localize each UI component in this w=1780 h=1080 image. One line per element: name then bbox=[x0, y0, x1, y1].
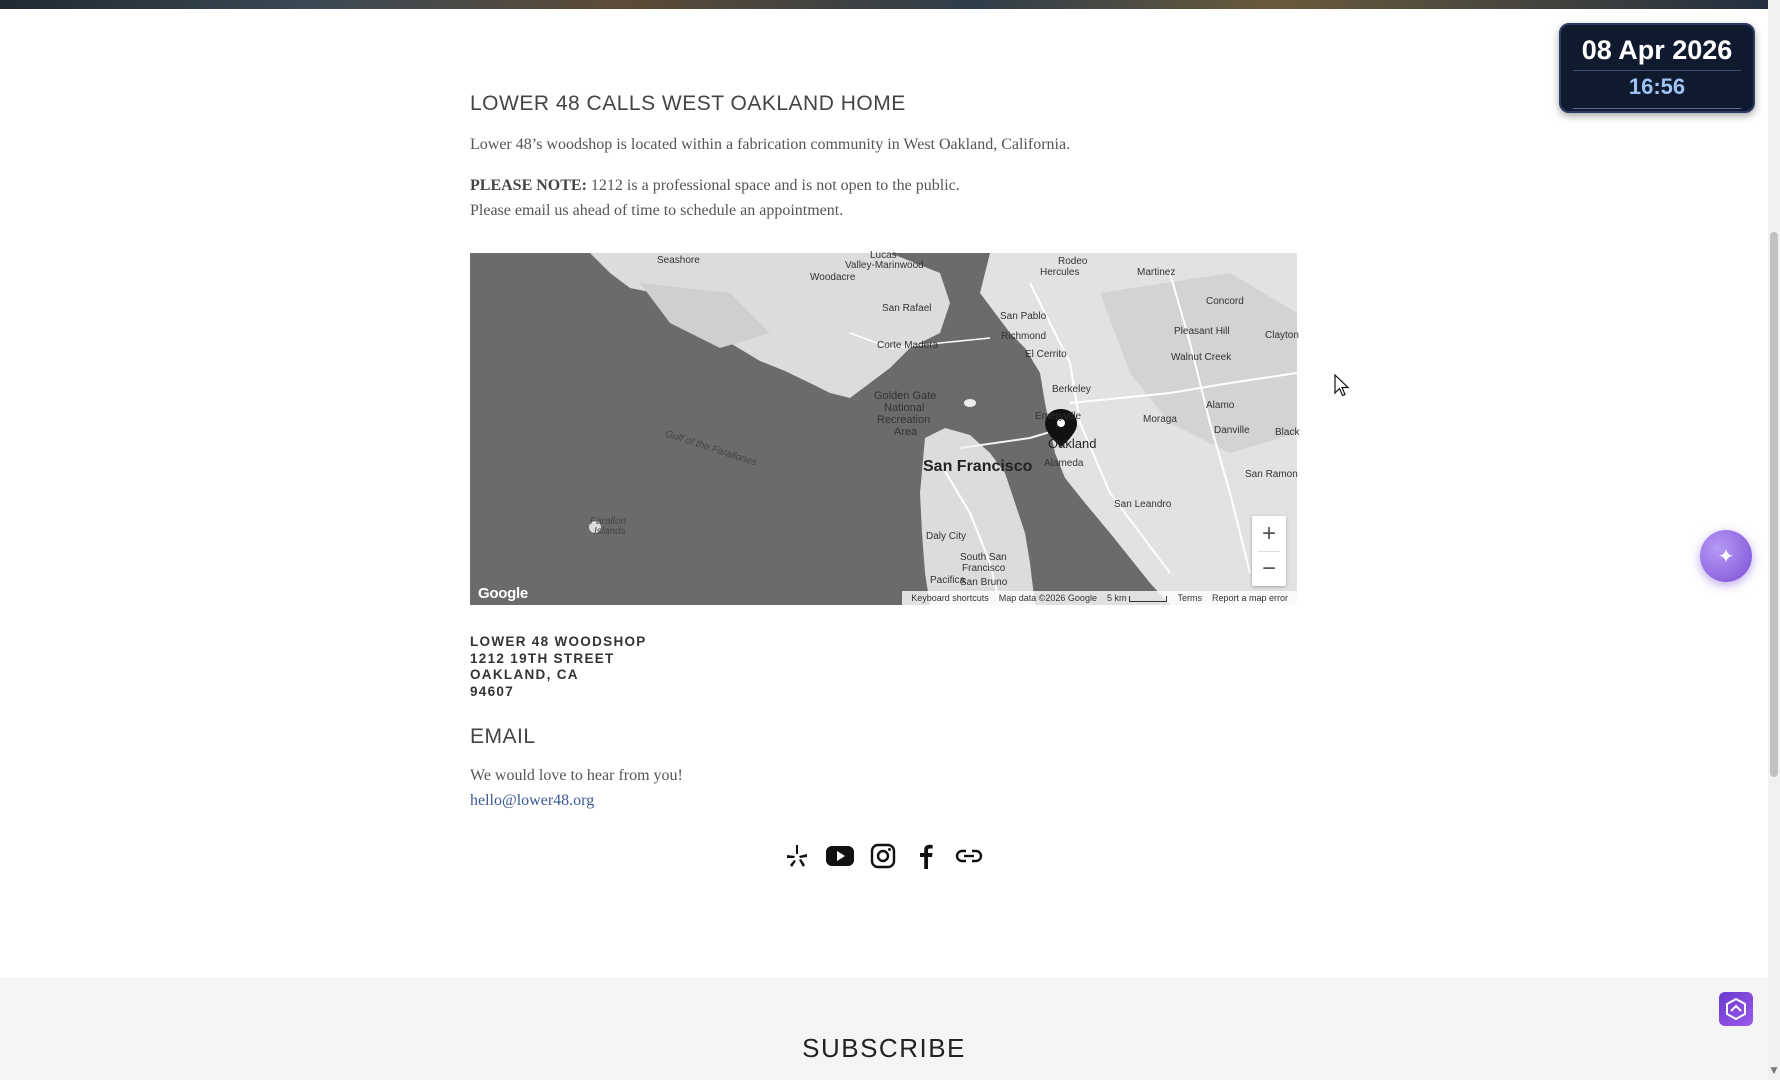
map-label-richmond: Richmond bbox=[1001, 331, 1047, 342]
map-label-concord: Concord bbox=[1206, 296, 1244, 307]
map-label-hercules: Hercules bbox=[1040, 267, 1080, 278]
location-heading: LOWER 48 CALLS WEST OAKLAND HOME bbox=[470, 92, 906, 115]
map-label-valley-marinwood: Valley-Marinwood bbox=[845, 260, 924, 271]
email-heading: EMAIL bbox=[470, 725, 536, 748]
please-note-label: PLEASE NOTE: bbox=[470, 177, 587, 194]
map-label-farallon: Farallon bbox=[590, 516, 627, 527]
yelp-icon[interactable] bbox=[783, 842, 811, 870]
report-map-error-link[interactable]: Report a map error bbox=[1211, 593, 1288, 603]
map-label-pacifica: Pacifica bbox=[930, 575, 966, 586]
email-link-wrapper bbox=[470, 788, 594, 813]
email-link[interactable]: hello@lower48.org bbox=[470, 792, 595, 809]
clock-divider bbox=[1573, 70, 1741, 71]
map-label-pleasant-hill: Pleasant Hill bbox=[1174, 326, 1230, 337]
please-note-line-2: Please email us ahead of time to schedule an appointment. bbox=[470, 202, 844, 219]
instagram-icon[interactable] bbox=[869, 842, 897, 870]
map-label-alamo: Alamo bbox=[1206, 400, 1235, 411]
location-intro: Lower 48’s woodshop is located within a fabrication community in West Oakland, California. bbox=[470, 136, 1071, 153]
map-label-martinez: Martinez bbox=[1137, 267, 1176, 278]
please-note-text: 1212 is a professional space and is not open to the public. bbox=[586, 177, 960, 194]
map-label-daly-city: Daly City bbox=[926, 531, 967, 542]
address-line-2: 1212 19TH STREET bbox=[470, 650, 615, 666]
map-label-lucas: Lucas bbox=[870, 250, 897, 261]
map-label-walnut-creek: Walnut Creek bbox=[1171, 352, 1232, 363]
map-label-el-cerrito: El Cerrito bbox=[1025, 349, 1067, 360]
map-scale[interactable] bbox=[1107, 593, 1168, 603]
map-label-francisco: Francisco bbox=[962, 563, 1006, 574]
please-note-line bbox=[470, 173, 960, 198]
youtube-icon[interactable] bbox=[826, 842, 854, 870]
scroll-down-arrow-icon[interactable]: ▼ bbox=[1770, 1066, 1778, 1076]
map-label-golden-gate: Golden Gate bbox=[874, 390, 937, 402]
map-label-san-rafael: San Rafael bbox=[882, 303, 932, 314]
map-scale-label: 5 km bbox=[1106, 593, 1127, 603]
subscribe-section bbox=[0, 978, 1768, 1080]
map-label-berkeley: Berkeley bbox=[1052, 384, 1091, 395]
scrollbar-thumb[interactable] bbox=[1770, 232, 1778, 777]
map-label-alameda: Alameda bbox=[1044, 458, 1084, 469]
map-label-recreation: Recreation bbox=[877, 414, 931, 426]
map-label-islands: Islands bbox=[594, 526, 626, 537]
map-label-rodeo: Rodeo bbox=[1058, 256, 1088, 267]
zoom-out-button[interactable]: − bbox=[1261, 555, 1276, 582]
zoom-in-button[interactable]: + bbox=[1261, 520, 1276, 547]
keyboard-shortcuts-link[interactable]: Keyboard shortcuts bbox=[911, 593, 989, 603]
map-label-san-pablo: San Pablo bbox=[1000, 311, 1047, 322]
google-logo[interactable]: Google bbox=[478, 585, 528, 602]
map-label-national: National bbox=[884, 402, 925, 414]
map-label-area: Area bbox=[894, 426, 918, 438]
hero-image-bottom-edge bbox=[0, 0, 1768, 9]
map-label-corte-madera: Corte Madera bbox=[877, 340, 939, 351]
map-label-danville: Danville bbox=[1214, 425, 1250, 436]
mouse-cursor-icon bbox=[1334, 374, 1350, 398]
facebook-icon[interactable] bbox=[912, 842, 940, 870]
terms-link[interactable]: Terms bbox=[1177, 593, 1202, 603]
subscribe-heading: SUBSCRIBE bbox=[802, 1033, 966, 1063]
clock-widget bbox=[1559, 23, 1755, 113]
map-label-south-san: South San bbox=[960, 552, 1007, 563]
map-attribution-bar bbox=[902, 591, 1297, 605]
map-label-oakland: Oakland bbox=[1048, 436, 1097, 451]
address-block bbox=[470, 634, 647, 700]
map-label-clayton: Clayton bbox=[1265, 330, 1299, 341]
map-label-moraga: Moraga bbox=[1143, 414, 1177, 425]
map-zoom-controls bbox=[1252, 516, 1286, 586]
link-icon[interactable] bbox=[955, 842, 983, 870]
map-label-san-francisco: San Francisco bbox=[923, 458, 1033, 475]
clock-date: 08 Apr 2026 bbox=[1581, 35, 1733, 65]
clock-time: 16:56 bbox=[1628, 74, 1686, 99]
map-label-gulf: Gulf of the Farallones bbox=[663, 428, 758, 469]
assistant-fab-button[interactable] bbox=[1700, 530, 1752, 582]
map-data-text: Map data ©2026 Google bbox=[998, 593, 1097, 603]
email-text: We would love to hear from you! bbox=[470, 767, 683, 784]
google-map[interactable] bbox=[470, 250, 1300, 605]
map-label-san-ramon: San Ramon bbox=[1245, 469, 1298, 480]
scale-bar bbox=[1129, 596, 1167, 602]
sparkle-icon: ✦ bbox=[1717, 544, 1735, 568]
address-line-4: 94607 bbox=[470, 683, 515, 699]
extension-icon[interactable] bbox=[1719, 992, 1753, 1026]
map-label-woodacre: Woodacre bbox=[810, 272, 856, 283]
clock-divider-bottom bbox=[1573, 108, 1741, 109]
map-label-emeryville: Emeryville bbox=[1035, 411, 1082, 422]
map-label-blackhawk: Black bbox=[1275, 427, 1300, 438]
address-line-1: LOWER 48 WOODSHOP bbox=[470, 634, 647, 649]
map-label-seashore: Seashore bbox=[657, 255, 700, 266]
map-label-san-bruno: San Bruno bbox=[960, 577, 1008, 588]
social-icons bbox=[783, 842, 983, 870]
address-line-3: OAKLAND, CA bbox=[470, 667, 579, 682]
map-label-san-leandro: San Leandro bbox=[1114, 499, 1172, 510]
